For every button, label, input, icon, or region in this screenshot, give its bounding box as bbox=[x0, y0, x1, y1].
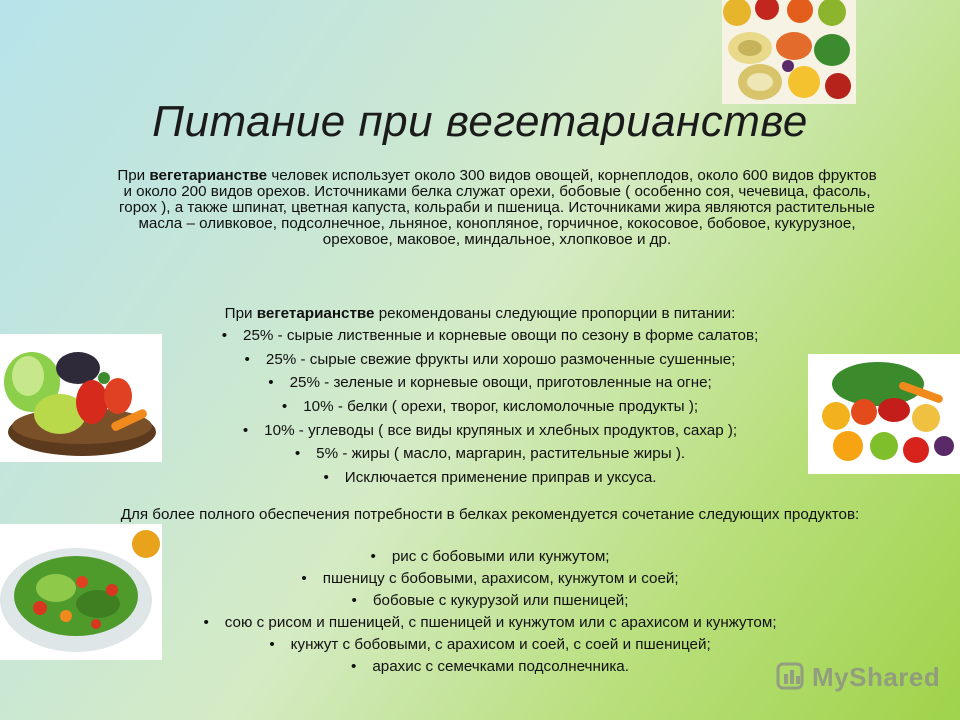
proportions-list bbox=[140, 324, 840, 490]
vegetable-basket-image bbox=[0, 334, 162, 462]
list-item: • 25% - сырые лиственные и корневые овощи по сезону в форме салатов; bbox=[140, 324, 840, 348]
list-item: • 10% - углеводы ( все виды крупяных и хлебных продуктов, сахар ); bbox=[140, 419, 840, 443]
combinations-intro: Для более полного обеспечения потребности в белках рекомендуется сочетание следующих продуктов: bbox=[120, 506, 860, 523]
salad-bowl-image bbox=[0, 524, 162, 660]
slide-title: Питание при вегетарианстве bbox=[152, 97, 808, 146]
combinations-list bbox=[150, 546, 830, 678]
list-item: • 25% - сырые свежие фрукты или хорошо размоченные сушенные; bbox=[140, 348, 840, 372]
list-item: • бобовые с кукурузой или пшеницей; bbox=[150, 590, 830, 612]
fruit-platter-image bbox=[722, 0, 856, 104]
intro-paragraph: При вегетарианстве человек использует около 300 видов овощей, корнеплодов, около 600 видов фруктов и около 200 видов орехов. Источниками белка служат орехи, бобовые ( особенно соя, чечевица, фасоль, горох ), а также шпинат, цветная капуста, кольраби и пшеница. Источниками жира являются растительные масла – оливковое, подсолнечное, льняное, конопляное, горчичное, кокосовое, бобовое, кукурузное, ореховое, маковое, миндальное, хлопковое и др. bbox=[117, 167, 877, 248]
list-item: • Исключается применение приправ и уксуса. bbox=[140, 466, 840, 490]
watermark-text: MyShared bbox=[812, 662, 941, 692]
list-item: • сою с рисом и пшеницей, с пшеницей и кунжутом или с арахисом и кунжутом; bbox=[150, 612, 830, 634]
list-item: • рис с бобовыми или кунжутом; bbox=[150, 546, 830, 568]
list-item: • пшеницу с бобовыми, арахисом, кунжутом и соей; bbox=[150, 568, 830, 590]
list-item: • 10% - белки ( орехи, творог, кисломолочные продукты ); bbox=[140, 395, 840, 419]
proportions-intro: При вегетарианстве рекомендованы следующие пропорции в питании: bbox=[224, 305, 736, 322]
fruit-vegetable-pile-image bbox=[808, 354, 960, 474]
list-item: • арахис с семечками подсолнечника. bbox=[150, 656, 830, 678]
myshared-watermark bbox=[772, 656, 941, 696]
logo-icon bbox=[776, 660, 806, 697]
list-item: • 25% - зеленые и корневые овощи, приготовленные на огне; bbox=[140, 371, 840, 395]
list-item: • кунжут с бобовыми, с арахисом и соей, с соей и пшеницей; bbox=[150, 634, 830, 656]
list-item: • 5% - жиры ( масло, маргарин, растительные жиры ). bbox=[140, 442, 840, 466]
